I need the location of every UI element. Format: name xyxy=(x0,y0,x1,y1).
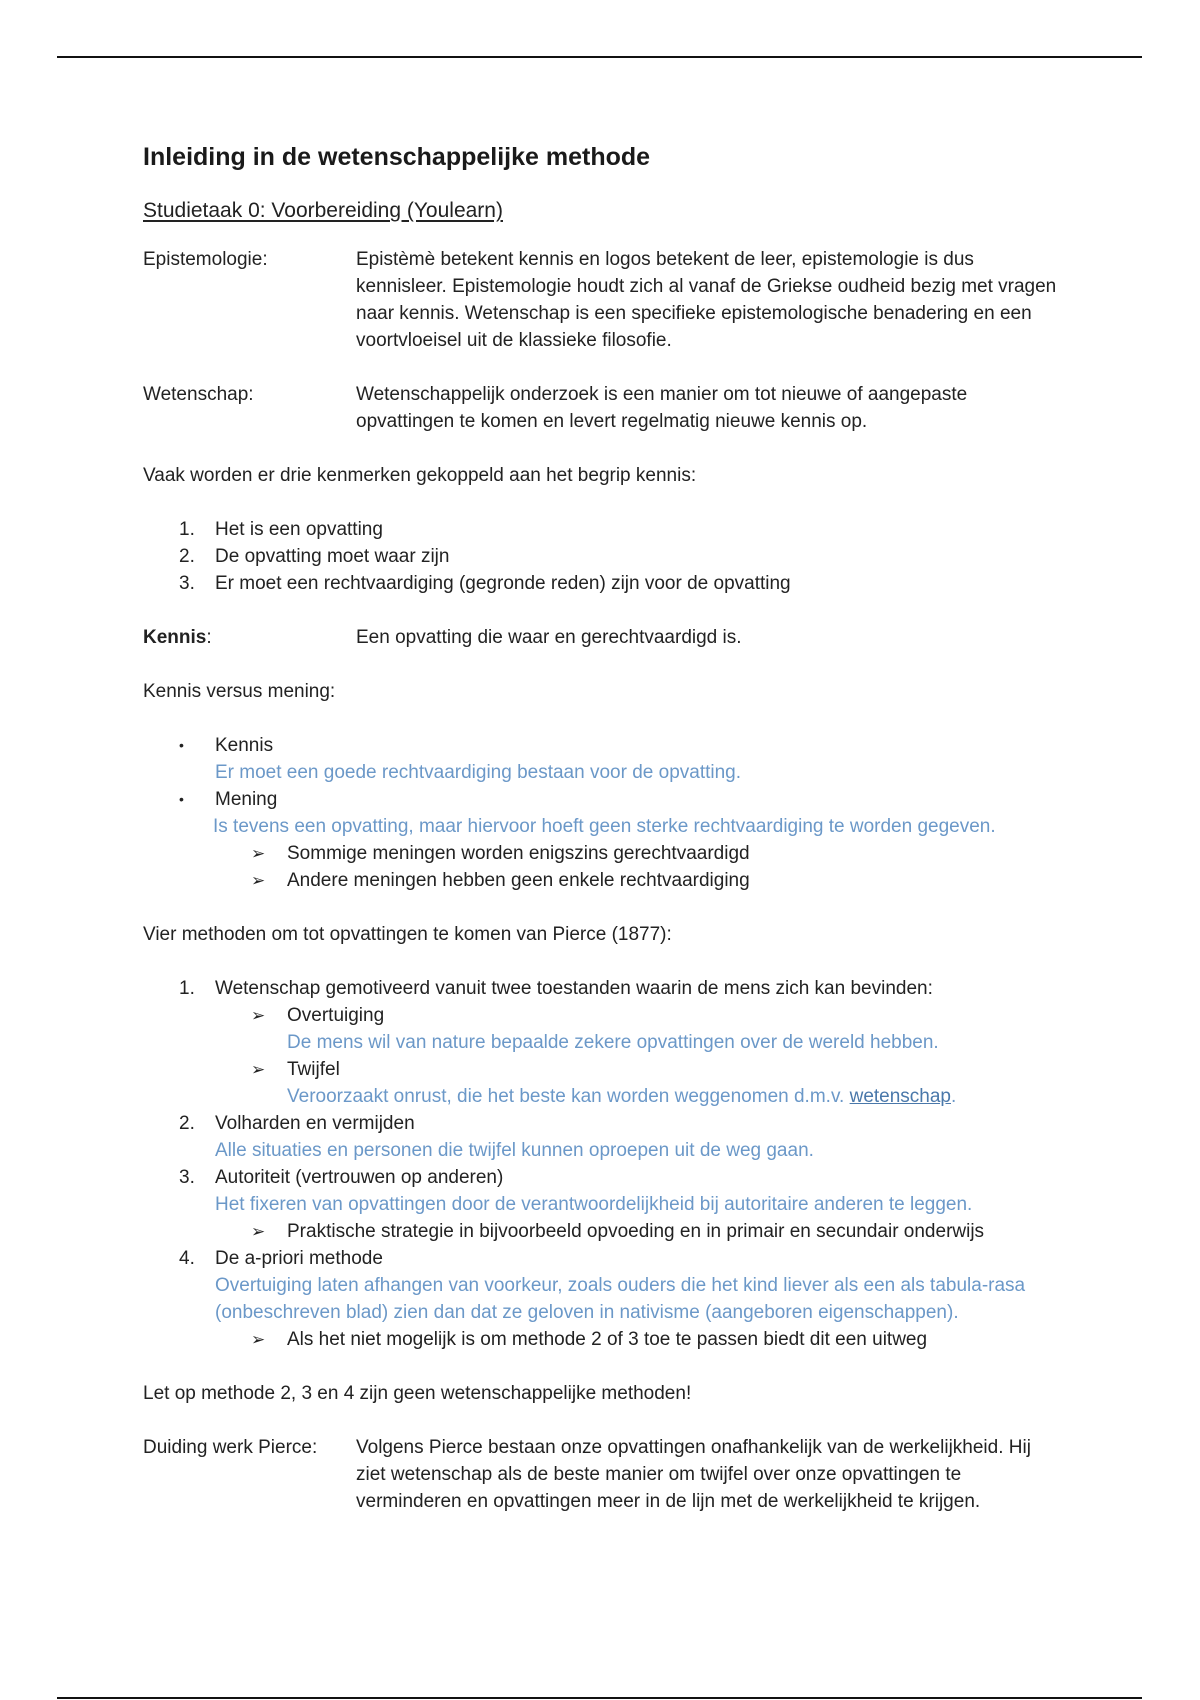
list-text: De opvatting moet waar zijn xyxy=(215,546,450,567)
arrow-bullet-icon: ➢ xyxy=(251,844,266,863)
definition-pierce xyxy=(143,1434,1063,1515)
arrow-bullet-icon: ➢ xyxy=(251,1006,266,1025)
list-text: Andere meningen hebben geen enkele rechtvaardiging xyxy=(287,870,750,891)
note-end: . xyxy=(951,1086,957,1107)
section-heading: Studietaak 0: Voorbereiding (Youlearn) xyxy=(143,199,503,222)
list-item xyxy=(143,1110,1063,1137)
list-text: Mening xyxy=(215,789,278,810)
list-text: Praktische strategie in bijvoorbeeld opvoeding en in primair en secundair onderwijs xyxy=(287,1221,985,1242)
annotation-note: Alle situaties en personen die twijfel kunnen oproepen uit de weg gaan. xyxy=(215,1140,814,1161)
list-number: 3. xyxy=(179,573,195,594)
bullet-icon: • xyxy=(179,737,184,753)
bottom-rule xyxy=(57,1697,1142,1699)
sub-list-item xyxy=(143,1218,1063,1245)
annotation-note: De mens wil van nature bepaalde zekere opvattingen over de wereld hebben. xyxy=(287,1032,939,1053)
arrow-bullet-icon: ➢ xyxy=(251,1330,266,1349)
definition-desc: Een opvatting die waar en gerechtvaardigd is. xyxy=(356,627,742,648)
definition-kennis xyxy=(143,624,1063,651)
methoden-list xyxy=(143,975,1063,1353)
list-number: 2. xyxy=(179,546,195,567)
annotation-note: Er moet een goede rechtvaardiging bestaan voor de opvatting. xyxy=(215,762,742,783)
list-number: 1. xyxy=(179,978,195,999)
list-text: Er moet een rechtvaardiging (gegronde reden) zijn voor de opvatting xyxy=(215,573,791,594)
definition-desc: Epistèmè betekent kennis en logos betekent de leer, epistemologie is dus kennisleer. Epistemologie houdt zich al vanaf de Griekse oudheid bezig met vragen naar kennis. Wetenschap is een specifieke epistemologische benadering en een voortvloeisel uit de klassieke filosofie. xyxy=(356,249,1057,351)
list-number: 3. xyxy=(179,1167,195,1188)
list-text: Wetenschap gemotiveerd vanuit twee toestanden waarin de mens zich kan bevinden: xyxy=(215,978,933,999)
definition-desc: Volgens Pierce bestaan onze opvattingen onafhankelijk van de werkelijkheid. Hij ziet wetenschap als de beste manier om twijfel over onze opvattingen te verminderen en opvattingen meer in de lijn met de werkelijkheid te krijgen. xyxy=(356,1437,1031,1512)
annotation-note: Is tevens een opvatting, maar hiervoor hoeft geen sterke rechtvaardiging te worden gegeven. xyxy=(213,816,996,837)
arrow-bullet-icon: ➢ xyxy=(251,1060,266,1079)
versus-list xyxy=(143,732,1063,894)
wetenschap-link[interactable]: wetenschap xyxy=(849,1086,951,1107)
list-text: De a-priori methode xyxy=(215,1248,383,1269)
list-number: 4. xyxy=(179,1248,195,1269)
annotation-note xyxy=(143,1083,1063,1110)
definition-wetenschap xyxy=(143,381,1063,435)
list-item xyxy=(143,786,1063,813)
sub-list-item xyxy=(143,1002,1063,1029)
letop-note: Let op methode 2, 3 en 4 zijn geen wetenschappelijke methoden! xyxy=(143,1383,692,1404)
top-rule xyxy=(57,56,1142,58)
list-item xyxy=(143,570,1063,597)
methoden-intro: Vier methoden om tot opvattingen te komen van Pierce (1877): xyxy=(143,924,672,945)
sub-list-item xyxy=(143,840,1063,867)
kenmerken-intro: Vaak worden er drie kenmerken gekoppeld aan het begrip kennis: xyxy=(143,465,697,486)
list-item xyxy=(143,1164,1063,1191)
sub-list-item xyxy=(143,867,1063,894)
bullet-icon: • xyxy=(179,791,184,807)
list-text: Autoriteit (vertrouwen op anderen) xyxy=(215,1167,504,1188)
definition-desc: Wetenschappelijk onderzoek is een manier om tot nieuwe of aangepaste opvattingen te komen en levert regelmatig nieuwe kennis op. xyxy=(356,384,968,432)
list-text: Twijfel xyxy=(287,1059,340,1080)
definition-term-colon: : xyxy=(206,627,212,648)
definition-term: Epistemologie: xyxy=(143,249,268,270)
list-text: Volharden en vermijden xyxy=(215,1113,415,1134)
definition-epistemologie xyxy=(143,246,1063,354)
list-text: Overtuiging xyxy=(287,1005,385,1026)
list-text: Sommige meningen worden enigszins gerechtvaardigd xyxy=(287,843,750,864)
arrow-bullet-icon: ➢ xyxy=(251,1222,266,1241)
sub-list-item xyxy=(143,1056,1063,1083)
definition-term: Wetenschap: xyxy=(143,384,254,405)
kenmerken-list xyxy=(143,516,1063,597)
note-text: Veroorzaakt onrust, die het beste kan worden weggenomen d.m.v. xyxy=(287,1086,845,1107)
arrow-bullet-icon: ➢ xyxy=(251,871,266,890)
list-number: 1. xyxy=(179,519,195,540)
list-text: Als het niet mogelijk is om methode 2 of 3 toe te passen biedt dit een uitweg xyxy=(287,1329,928,1350)
list-item xyxy=(143,732,1063,759)
annotation-note: Overtuiging laten afhangen van voorkeur, zoals ouders die het kind liever als een als tabula-rasa (onbeschreven blad) zien dan dat ze geloven in nativisme (aangeboren eigenschappen). xyxy=(215,1275,1026,1323)
list-item xyxy=(143,1245,1063,1272)
definition-term: Duiding werk Pierce: xyxy=(143,1437,318,1458)
annotation-note: Het fixeren van opvattingen door de verantwoordelijkheid bij autoritaire anderen te leggen. xyxy=(215,1194,973,1215)
definition-term xyxy=(143,624,356,651)
sub-list-item xyxy=(143,1326,1063,1353)
list-item xyxy=(143,516,1063,543)
document-title: Inleiding in de wetenschappelijke methode xyxy=(143,143,651,171)
definition-term-bold: Kennis xyxy=(143,627,207,648)
list-item xyxy=(143,975,1063,1002)
list-text: Kennis xyxy=(215,735,274,756)
list-text: Het is een opvatting xyxy=(215,519,383,540)
list-number: 2. xyxy=(179,1113,195,1134)
list-item xyxy=(143,543,1063,570)
document-page xyxy=(143,140,1063,1542)
versus-intro: Kennis versus mening: xyxy=(143,681,336,702)
